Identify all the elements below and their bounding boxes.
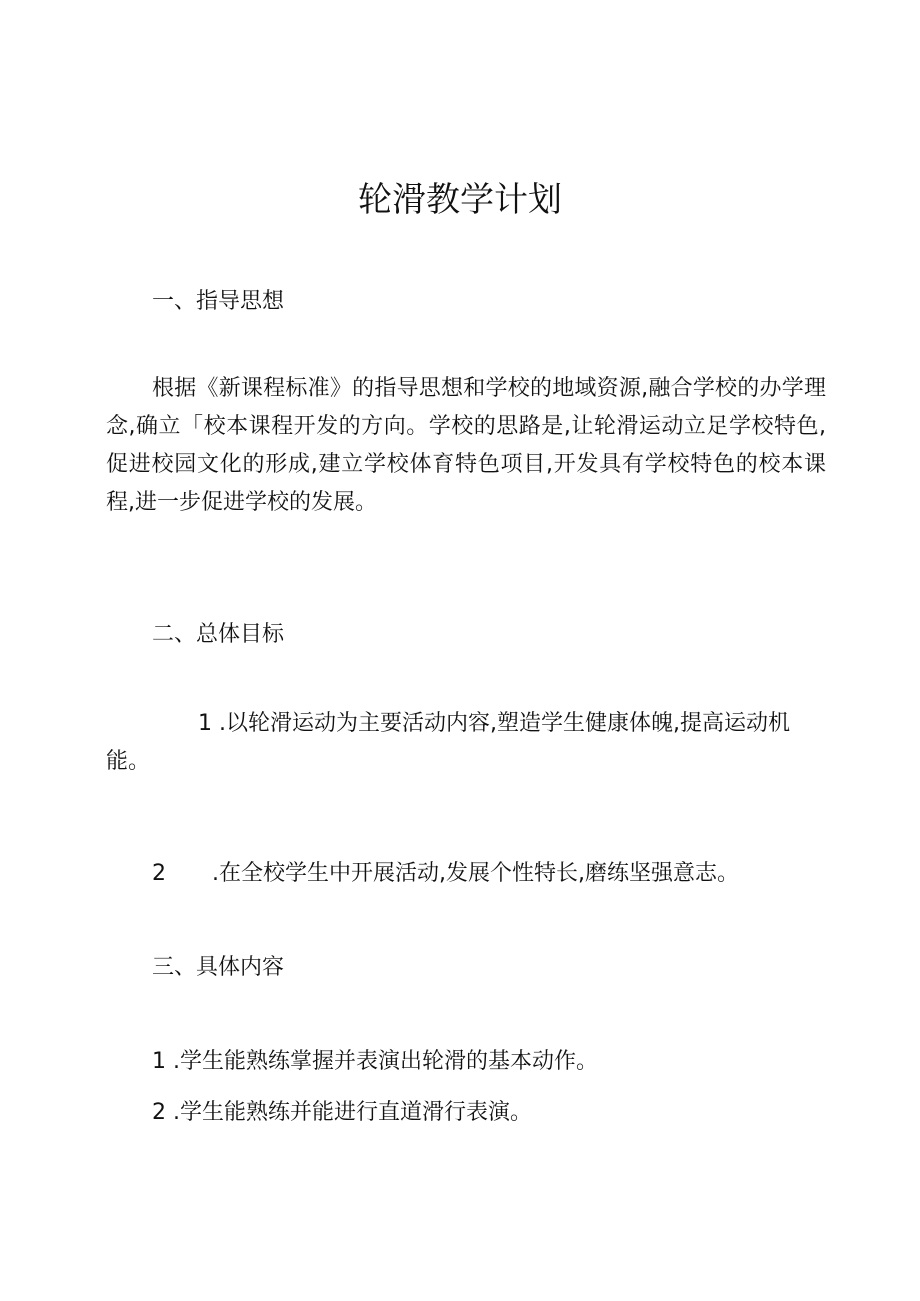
list-item-text: .在全校学生中开展活动,发展个性特长,磨练坚强意志。: [212, 861, 739, 886]
list-item: [106, 705, 826, 781]
section-heading-specific-content: 三、具体内容: [152, 955, 285, 980]
section-paragraph-guiding-thought: 根据《新课程标准》的指导思想和学校的地域资源,融合学校的办学理念,确立「校本课程开发的方向。学校的思路是,让轮滑运动立足学校特色,促进校园文化的形成,建立学校体育特色项目,开发具有学校特色的校本课程,进一步促进学校的发展。: [106, 376, 826, 515]
list-item-number: 1: [152, 1049, 166, 1074]
list-item: [152, 1095, 532, 1126]
list-item-text: .学生能熟练并能进行直道滑行表演。: [173, 1100, 532, 1125]
list-item-text: .以轮滑运动为主要活动内容,塑造学生健康体魄,提高运动机能。: [106, 711, 790, 774]
list-item-number: 1: [198, 711, 212, 736]
list-item: [152, 856, 739, 887]
list-item-number: 2: [152, 1100, 166, 1125]
list-item-number: 2: [152, 861, 166, 886]
list-item-text: .学生能熟练掌握并表演出轮滑的基本动作。: [173, 1049, 598, 1074]
section-heading-overall-goals: 二、总体目标: [152, 622, 285, 647]
list-item: [152, 1044, 598, 1075]
section-heading-guiding-thought: 一、指导思想: [152, 289, 285, 314]
document-title: 轮滑教学计划: [358, 180, 562, 220]
